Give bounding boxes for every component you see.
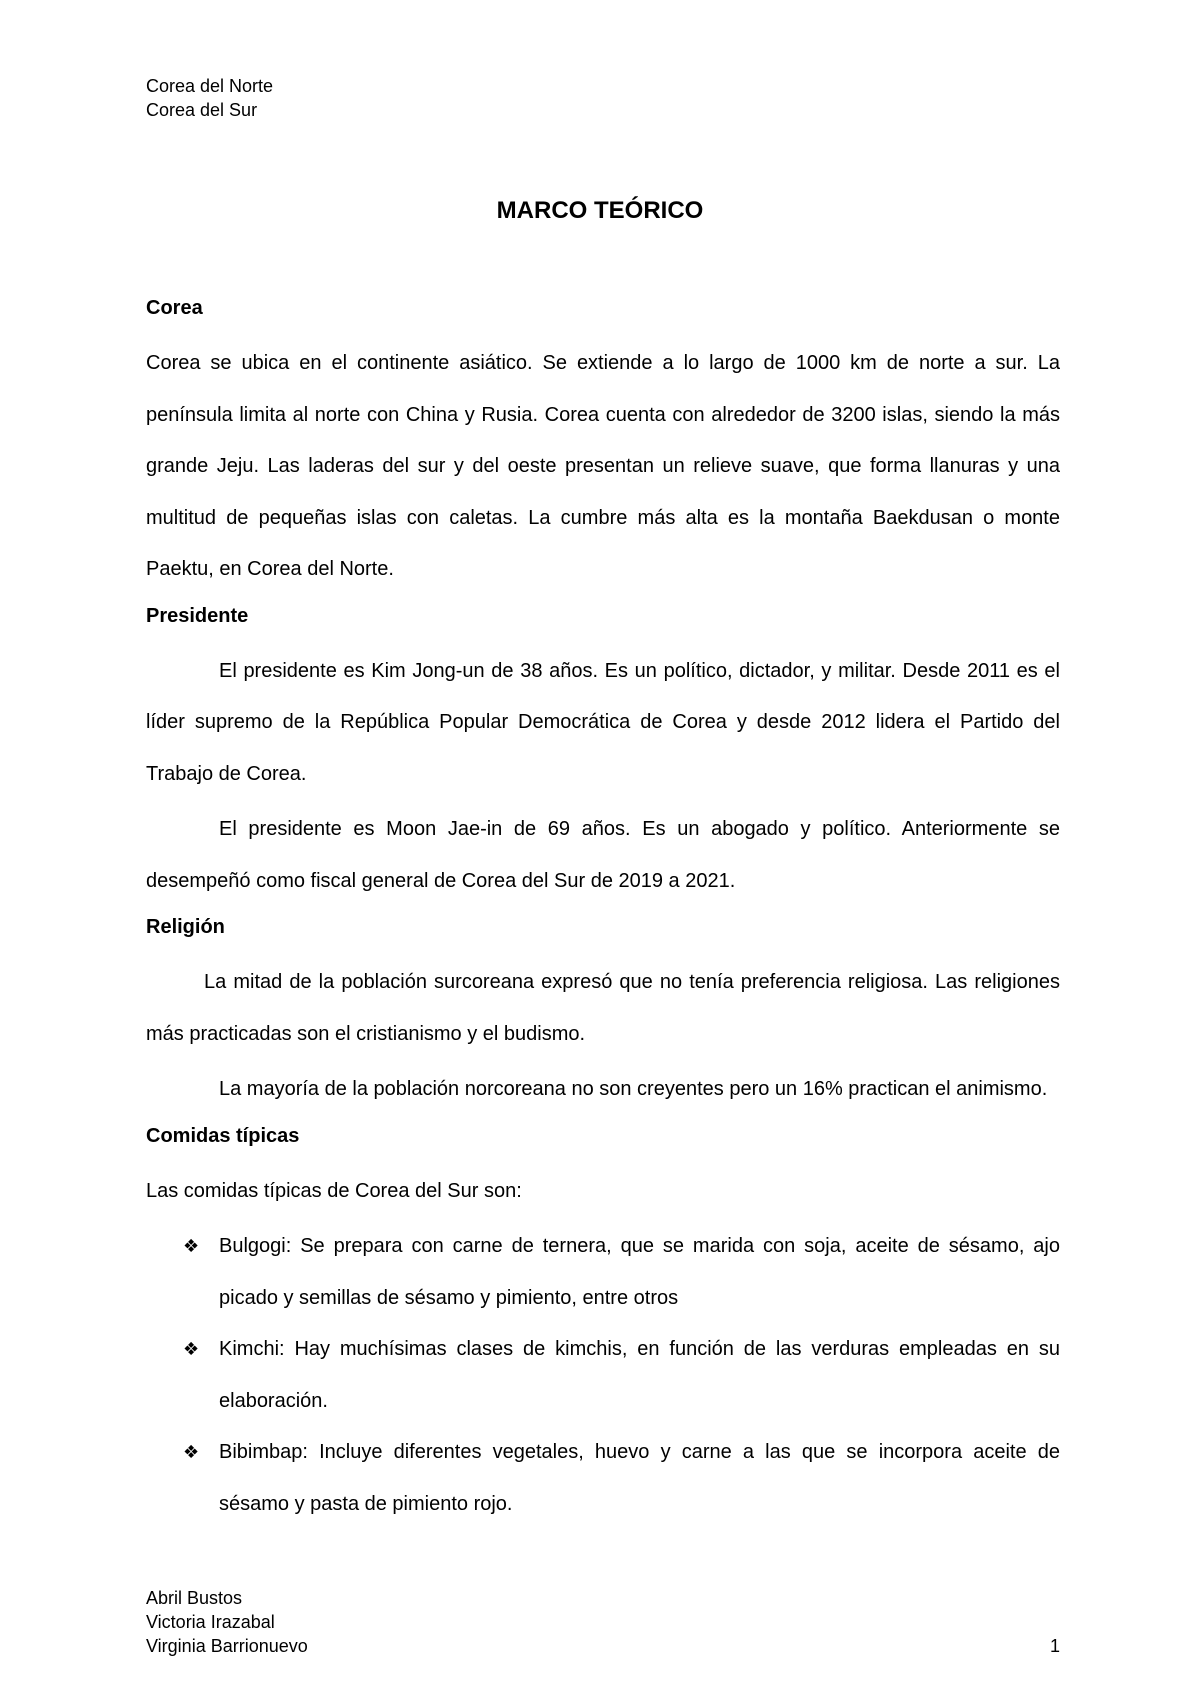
food-list xyxy=(146,1221,1060,1530)
list-item-text: Kimchi: Hay muchísimas clases de kimchis, en función de las verduras empleadas en su elaboración. xyxy=(219,1338,1060,1412)
footer-author-3: Virginia Barrionuevo xyxy=(146,1636,308,1656)
paragraph-corea: Corea se ubica en el continente asiático. Se extiende a lo largo de 1000 km de norte a sur. La península limita al norte con China y Rusia. Corea cuenta con alrededor de 3200 islas, siendo la más grande Jeju. Las laderas del sur y del oeste presentan un relieve suave, que forma llanuras y una multitud de pequeñas islas con caletas. La cumbre más alta es la montaña Baekdusan o monte Paektu, en Corea del Norte. xyxy=(146,352,1060,580)
footer-author-2: Victoria Irazabal xyxy=(146,1612,275,1632)
paragraph-religion-south: La mitad de la población surcoreana expresó que no tenía preferencia religiosa. Las religiones más practicadas son el cristianismo y el budismo. xyxy=(146,971,1060,1045)
page-number: 1 xyxy=(1049,1636,1060,1656)
paragraph-presidente-south: El presidente es Moon Jae-in de 69 años. Es un abogado y político. Anteriormente se desempeñó como fiscal general de Corea del Sur de 2019 a 2021. xyxy=(146,818,1060,892)
list-item-text: Bulgogi: Se prepara con carne de ternera, que se marida con soja, aceite de sésamo, ajo picado y semillas de sésamo y pimiento, entre otros xyxy=(219,1235,1060,1309)
section-heading-comidas: Comidas típicas xyxy=(146,1124,300,1147)
document-title: MARCO TEÓRICO xyxy=(496,197,704,224)
section-heading-religion: Religión xyxy=(146,916,225,938)
header-line-2: Corea del Sur xyxy=(146,100,258,120)
section-heading-presidente: Presidente xyxy=(146,604,249,627)
list-item xyxy=(146,1221,1060,1324)
document-body xyxy=(146,292,1060,1530)
section-heading-corea: Corea xyxy=(146,297,203,319)
diamond-bullet-icon: ❖ xyxy=(183,1339,200,1359)
diamond-bullet-icon: ❖ xyxy=(183,1236,200,1256)
page-header xyxy=(146,74,273,122)
list-item-text: Bibimbap: Incluye diferentes vegetales, huevo y carne a las que se incorpora aceite de sésamo y pasta de pimiento rojo. xyxy=(219,1441,1060,1515)
list-item xyxy=(146,1324,1060,1427)
paragraph-comidas-intro: Las comidas típicas de Corea del Sur son: xyxy=(146,1179,522,1202)
diamond-bullet-icon: ❖ xyxy=(183,1442,200,1462)
list-item xyxy=(146,1427,1060,1530)
footer-author-1: Abril Bustos xyxy=(146,1588,243,1608)
header-line-1: Corea del Norte xyxy=(146,76,274,96)
page-footer xyxy=(146,1586,308,1658)
paragraph-religion-north: La mayoría de la población norcoreana no son creyentes pero un 16% practican el animismo. xyxy=(219,1078,1048,1100)
paragraph-presidente-north: El presidente es Kim Jong-un de 38 años. Es un político, dictador, y militar. Desde 2011 es el líder supremo de la República Popular Democrática de Corea y desde 2012 lidera el Partido del Trabajo de Corea. xyxy=(146,659,1060,785)
